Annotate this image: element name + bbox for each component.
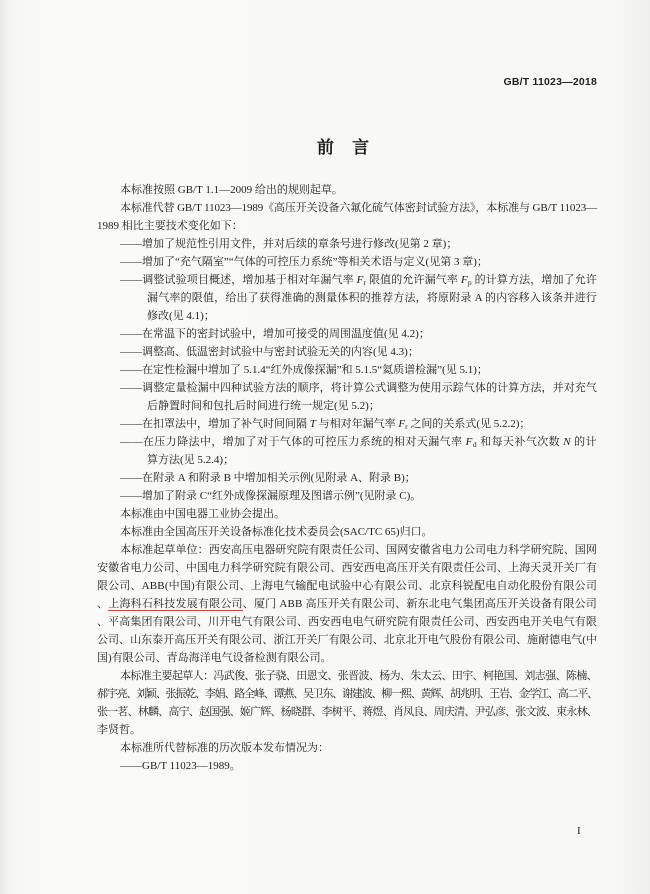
line-text: 安徽省电力公司、中国电力科学研究院有限公司、西安西电高压开关有限责任公司、上海天灵开关厂有 xyxy=(97,562,597,574)
line-text: ——增加了“充气隔室”“气体的可控压力系统”等相关术语与定义(见第 3 章)； xyxy=(120,256,488,268)
subscript: d xyxy=(472,440,477,449)
text-segment: 和每天补气次数 xyxy=(476,436,564,448)
line-text: ——GB/T 11023—1989。 xyxy=(120,760,241,772)
line-text: 本标准代替 GB/T 11023—1989《高压开关设备六氟化硫气体密封试验方法》，本标准与 GB/T 11023— xyxy=(120,202,597,214)
subscript: r xyxy=(363,278,367,287)
variable-symbol: N xyxy=(563,436,572,448)
change-list-item-continuation xyxy=(97,307,597,325)
change-list-item xyxy=(97,235,597,253)
change-list-item xyxy=(97,379,597,397)
change-list-item xyxy=(97,343,597,361)
line-text: 算方法(见 5.2.4)； xyxy=(147,454,235,466)
page-number: I xyxy=(577,825,581,837)
drafters-line xyxy=(97,703,597,721)
line-text: 1989 相比主要技术变化如下： xyxy=(97,220,243,232)
line-text: 李贤哲。 xyxy=(97,724,141,736)
variable-symbol: T xyxy=(309,418,316,430)
drafting-units-line xyxy=(97,631,597,649)
line-text: 本标准所代替标准的历次版本发布情况为： xyxy=(120,742,329,754)
foreword-line xyxy=(97,217,597,235)
drafting-units-line xyxy=(97,613,597,631)
line-text: ——在常温下的密封试验中，增加可接受的周围温度值(见 4.2)； xyxy=(120,328,430,340)
standard-number-header: GB/T 11023—2018 xyxy=(503,76,597,88)
change-list-item xyxy=(97,487,597,505)
line-text: ——增加了规范性引用文件，并对后续的章条号进行修改(见第 2 章)； xyxy=(120,238,458,250)
foreword-line xyxy=(97,523,597,541)
change-list-item xyxy=(97,415,597,433)
line-text xyxy=(97,595,597,613)
line-text: ——调整高、低温密封试验中与密封试验无关的内容(见 4.3)； xyxy=(120,346,419,358)
line-text: 国)有限公司、青岛海洋电气设备检测有限公司。 xyxy=(97,652,332,664)
subscript: p xyxy=(467,278,472,287)
foreword-line xyxy=(97,505,597,523)
foreword-line xyxy=(97,181,597,199)
drafting-units-line xyxy=(97,577,597,595)
line-text: 公司、山东泰开高压开关有限公司、浙江开关厂有限公司、北京北开电气股份有限公司、施耐德电气(中 xyxy=(97,634,597,646)
line-text: 漏气率的限值，给出了获得准确的测量体积的推荐方法，将原附录 A 的内容移入该条并进行 xyxy=(147,292,597,304)
line-text: ——增加了附录 C“红外成像探漏原理及图谱示例”(见附录 C)。 xyxy=(120,490,422,502)
text-segment: 、厦门 ABB 高压开关有限公司、新东北电气集团高压开关设备有限公司 xyxy=(242,598,598,610)
line-text: 修改(见 4.1)； xyxy=(147,310,215,322)
text-segment: ——在压力降法中，增加了对于气体的可控压力系统的相对天漏气率 xyxy=(120,436,466,448)
drafters-line xyxy=(97,721,597,739)
line-text: 本标准主要起草人：冯武俊、张子骁、田恩文、张晋波、杨为、朱太云、田宇、柯艳国、刘志强、陈楠、 xyxy=(120,670,597,682)
variable-symbol: F xyxy=(398,418,406,430)
line-text: 限公司、ABB(中国)有限公司、上海电气输配电试验中心有限公司、北京科锐配电自动化股份有限公司 xyxy=(97,580,597,592)
change-list-item xyxy=(97,433,597,451)
change-list-item xyxy=(97,253,597,271)
drafting-units-line xyxy=(97,559,597,577)
subscript: r xyxy=(405,422,408,431)
line-text: 本标准按照 GB/T 1.1—2009 给出的规则起草。 xyxy=(120,184,343,196)
line-text: 本标准由全国高压开关设备标准化技术委员会(SAC/TC 65)归口。 xyxy=(120,526,433,538)
line-text: 、平高集团有限公司、川开电气有限公司、西安西电电气研究院有限责任公司、西安西电开关电气有限 xyxy=(97,616,597,628)
line-text: 本标准由中国电器工业协会提出。 xyxy=(120,508,285,520)
variable-symbol: F xyxy=(465,436,473,448)
text-segment: ——调整试验项目概述，增加基于相对年漏气率 xyxy=(120,274,357,286)
foreword-line xyxy=(97,199,597,217)
line-text: 后静置时间和包扎后时间进行统一规定(见 5.2)； xyxy=(147,400,380,412)
text-segment: 的计 xyxy=(571,436,598,448)
line-text: 张一茗、林麟、高宁、赵国强、姬广辉、杨晓群、李树平、蒋煜、肖凤良、周庆清、尹弘彦、张文波、束永林、 xyxy=(97,706,597,718)
text-segment: ——在扣罩法中，增加了补气时间间隔 xyxy=(120,418,310,430)
change-list-item xyxy=(97,361,597,379)
foreword-line xyxy=(97,739,597,757)
change-list-item xyxy=(97,325,597,343)
change-list-item-continuation xyxy=(97,397,597,415)
drafting-units-line xyxy=(97,595,597,613)
line-text: ——调整定量检漏中四种试验方法的顺序，将计算公式调整为使用示踪气体的计算方法，并对充气 xyxy=(120,382,597,394)
text-segment: 之间的关系式(见 5.2.2)； xyxy=(407,418,531,430)
line-text: 郝宇亮、刘颖、张振乾、李娟、路全峰、谭燕、吴卫东、谢建波、柳一熙、黄辉、胡兆明、王岩、金学江、高二平、 xyxy=(97,688,597,700)
page-title: 前 言 xyxy=(316,138,370,157)
text-segment: 、 xyxy=(97,598,109,610)
text-segment: 限值的允许漏气率 xyxy=(366,274,461,286)
line-text: ——在附录 A 和附录 B 中增加相关示例(见附录 A、附录 B)； xyxy=(120,472,416,484)
drafting-units-line xyxy=(97,649,597,667)
line-text: 本标准起草单位：西安高压电器研究院有限责任公司、国网安徽省电力公司电力科学研究院、国网 xyxy=(120,544,597,556)
variable-symbol: F xyxy=(460,274,468,286)
change-list-item xyxy=(97,271,597,289)
change-list-item-continuation xyxy=(97,289,597,307)
text-segment: 的计算方法，增加了允许 xyxy=(471,274,598,286)
line-text: ——在定性检漏中增加了 5.1.4“红外成像探漏”和 5.1.5“氦质谱检漏”(见 5.1)； xyxy=(120,364,488,376)
red-underlined-text: 上海科石科技发展有限公司 xyxy=(108,598,243,610)
drafters-line xyxy=(97,667,597,685)
drafting-units-line xyxy=(97,541,597,559)
change-list-item xyxy=(97,469,597,487)
variable-symbol: F xyxy=(356,274,364,286)
foreword-body xyxy=(97,181,597,775)
text-segment: 与相对年漏气率 xyxy=(315,418,399,430)
drafters-line xyxy=(97,685,597,703)
change-list-item xyxy=(97,757,597,775)
